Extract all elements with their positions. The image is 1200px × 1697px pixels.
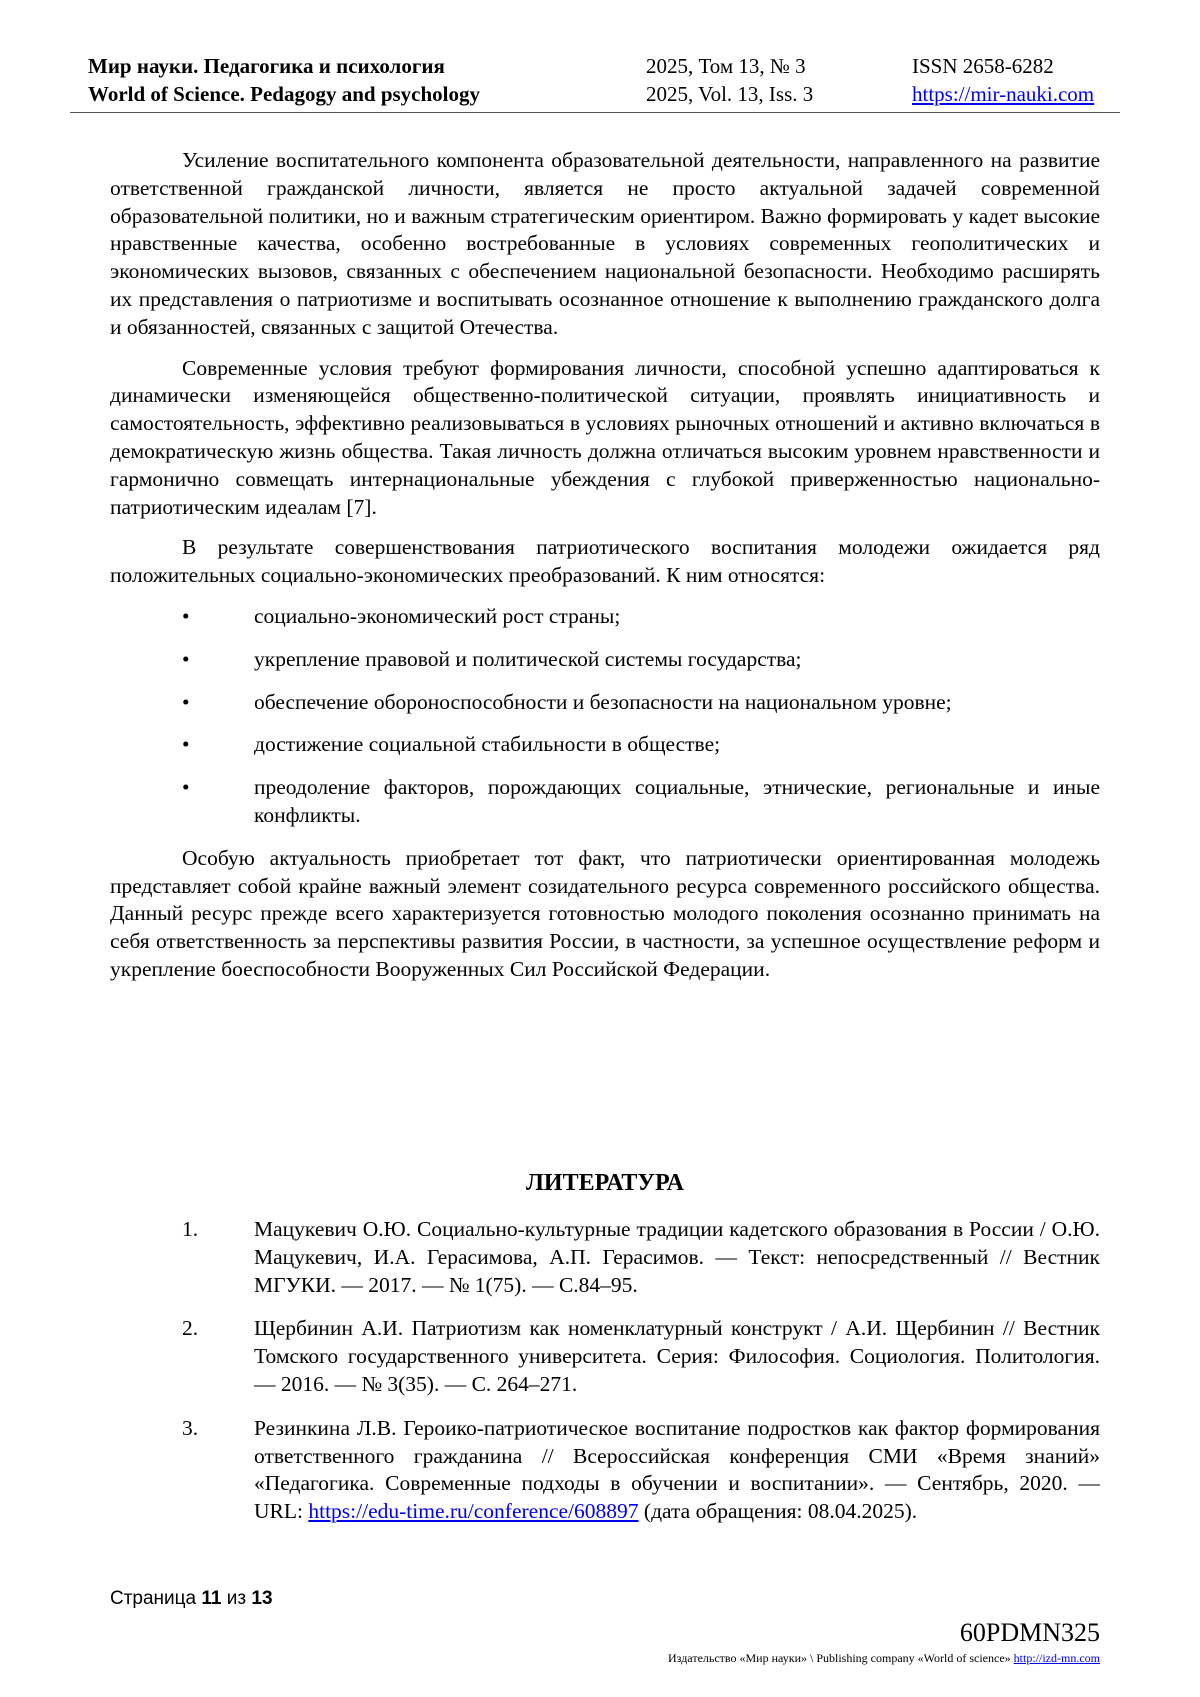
- current-page: 11: [201, 1588, 222, 1609]
- publisher-line: Издательство «Мир науки» \ Publishing company «World of science» http://izd-mn.com: [668, 1651, 1100, 1665]
- page-counter: Страница 11 из 13: [110, 1588, 273, 1609]
- issue-ru: 2025, Том 13, № 3: [646, 54, 806, 78]
- reference-item: [110, 1315, 1100, 1398]
- list-item: • преодоление факторов, порождающих социальные, этнические, региональные и иные конфликты.: [182, 775, 1100, 827]
- reference-number: 2.: [182, 1316, 199, 1341]
- total-pages: 13: [251, 1588, 273, 1609]
- journal-header: [88, 52, 1118, 112]
- paragraph-2: Современные условия требуют формирования личности, способной успешно адаптироваться к динамически изменяющейся общественно-политической ситуации, проявлять инициативность и самостоятельность, эффективно реализовываться в условиях рыночных отношений и активно включаться в демократическую жизнь общества. Такая личность должна отличаться высоким уровнем нравственности и гармонично совмещать интернациональные убеждения с глубокой приверженностью национально-патриотическим идеалам [7].: [110, 355, 1100, 519]
- issn: ISSN 2658-6282: [912, 54, 1054, 78]
- journal-title-block: [88, 52, 480, 108]
- article-body: [110, 147, 1100, 997]
- journal-title-en: World of Science. Pedagogy and psychology: [88, 82, 481, 106]
- header-divider: [70, 112, 1120, 113]
- references-list: [110, 1216, 1100, 1542]
- list-item: • обеспечение обороноспособности и безопасности на национальном уровне;: [110, 689, 1100, 717]
- reference-number: 1.: [182, 1217, 199, 1241]
- article-code: 60PDMN325: [959, 1618, 1100, 1647]
- paragraph-4: Особую актуальность приобретает тот факт, что патриотически ориентированная молодежь представляет собой крайне важный элемент созидательного ресурса современного российского общества. Данный ресурс прежде всего характеризуется готовностью молодого поколения осознанно принимать на себя ответственность за перспективы развития России, в частности, за успешное осуществление реформ и укрепление боеспособности Вооруженных Сил Российской Федерации.: [110, 845, 1100, 981]
- reference-text: Резинкина Л.В. Героико-патриотическое воспитание подростков как фактор формирования ответственного гражданина // Всероссийская конференция СМИ «Время знаний» «Педагогика. Современные подходы в обучении и воспитании». — Сентябрь, 2020. — URL: https://edu-time.ru/conference/608897 (дата обращения: 08.04.2025).: [254, 1415, 1100, 1524]
- journal-site-link[interactable]: https://mir-nauki.com: [912, 82, 1095, 106]
- reference-url-link[interactable]: https://edu-time.ru/conference/608897: [308, 1499, 639, 1524]
- bullet-icon: •: [182, 775, 190, 800]
- references-title: ЛИТЕРАТУРА: [526, 1170, 684, 1196]
- list-item: • социально-экономический рост страны;: [110, 603, 1100, 631]
- list-item: • достижение социальной стабильности в обществе;: [110, 731, 1100, 759]
- reference-item: [110, 1216, 1100, 1299]
- bullet-icon: •: [182, 646, 190, 671]
- issue-en: 2025, Vol. 13, Iss. 3: [646, 82, 814, 106]
- bullet-icon: •: [182, 732, 190, 757]
- paragraph-1: Усиление воспитательного компонента образовательной деятельности, направленного на развитие ответственной гражданской личности, является не просто актуальной задачей современной образовательной политики, но и важным стратегическим ориентиром. Важно формировать у кадет высокие нравственные качества, особенно востребованные в условиях современных геополитических и экономических вызовов, связанных с обеспечением национальной безопасности. Необходимо расширять их представления о патриотизме и воспитывать осознанное отношение к выполнению гражданского долга и обязанностей, связанных с защитой Отечества.: [110, 148, 1100, 339]
- publisher-link[interactable]: http://izd-mn.com: [1013, 1651, 1100, 1665]
- reference-number: 3.: [182, 1415, 199, 1440]
- outcomes-list: [110, 603, 1100, 830]
- reference-text: Мацукевич О.Ю. Социально-культурные традиции кадетского образования в России / О.Ю. Мацукевич, И.А. Герасимова, А.П. Герасимов. — Текст: непосредственный // Вестник МГУКИ. — 2017. — № 1(75). — С.84–95.: [254, 1217, 1100, 1297]
- bullet-icon: •: [182, 689, 190, 714]
- paragraph-3: В результате совершенствования патриотического воспитания молодежи ожидается ряд положительных социально-экономических преобразований. К ним относятся:: [110, 535, 1100, 588]
- journal-title-ru: Мир науки. Педагогика и психология: [88, 54, 445, 78]
- list-item: • укрепление правовой и политической системы государства;: [110, 646, 1100, 674]
- issn-block: [912, 52, 1094, 108]
- bullet-icon: •: [182, 603, 190, 628]
- reference-item: [110, 1415, 1100, 1526]
- reference-text: Щербинин А.И. Патриотизм как номенклатурный конструкт / А.И. Щербинин // Вестник Томского государственного университета. Серия: Философия. Социология. Политология. — 2016. — № 3(35). — С. 264–271.: [254, 1316, 1100, 1396]
- issue-info-block: [646, 52, 813, 108]
